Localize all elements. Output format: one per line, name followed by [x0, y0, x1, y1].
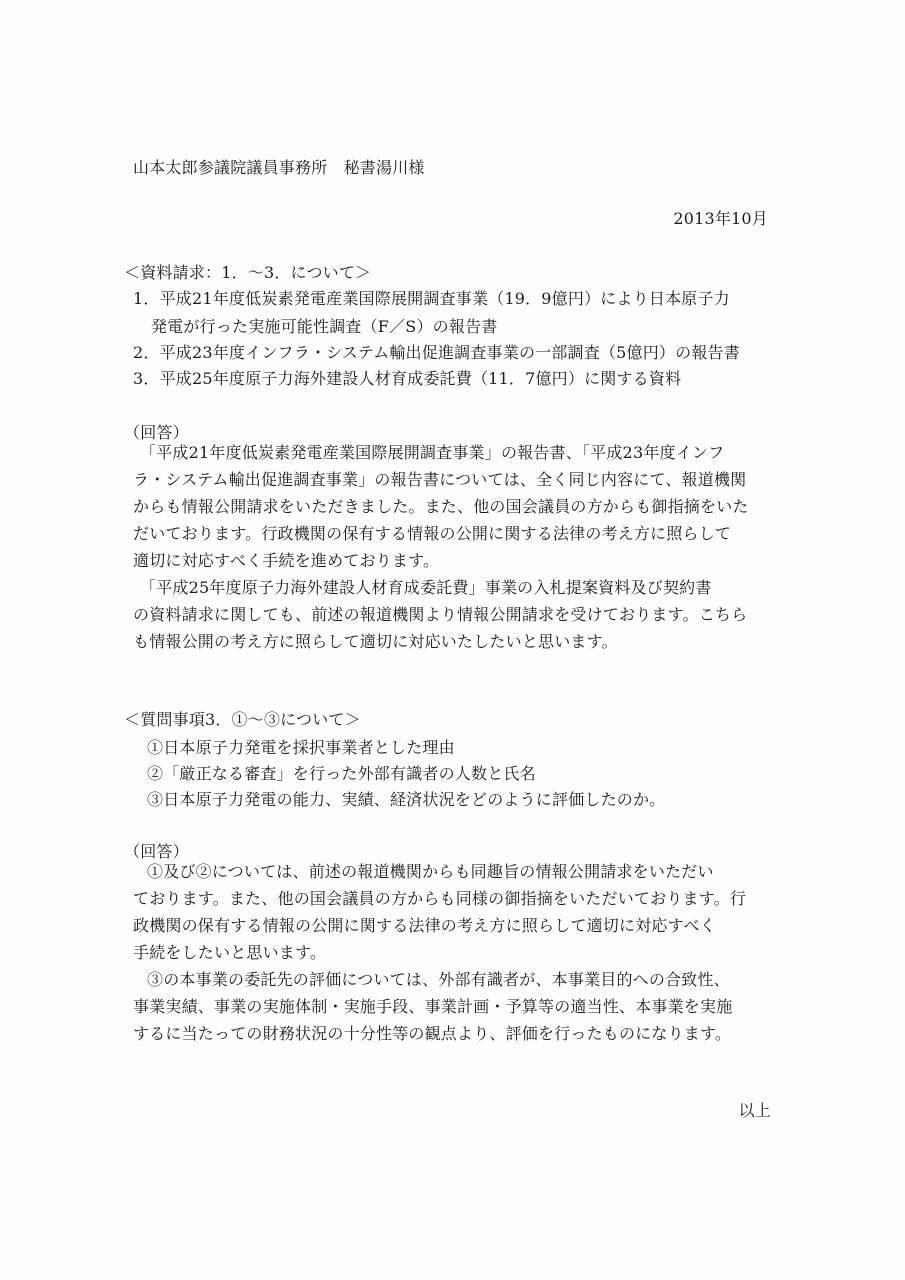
answer1-line-8: も情報公開の考え方に照らして適切に対応いたしたいと思います。 [133, 632, 618, 651]
question-item-3: ③日本原子力発電の能力、実績、経済状況をどのように評価したのか。 [147, 790, 666, 809]
question-item-2: ②「厳正なる審査」を行った外部有識者の人数と氏名 [147, 764, 536, 783]
request-heading: ＜資料請求：1．～3．について＞ [124, 263, 372, 282]
answer2-line-2: ております。また、他の国会議員の方からも同様の御指摘をいただいております。行 [133, 889, 747, 908]
answer1-line-3: からも情報公開請求をいただきました。また、他の国会議員の方からも御指摘をいた [133, 497, 749, 516]
answer1-line-5: 適切に対応すべく手続を進めております。 [133, 551, 440, 570]
answer2-line-7: するに当たっての財務状況の十分性等の観点より、評価を行ったものになります。 [133, 1024, 732, 1043]
request-item-2: 2．平成23年度インフラ・システム輸出促進調査事業の一部調査（5億円）の報告書 [133, 343, 740, 362]
answer2-line-1: ①及び②については、前述の報道機関からも同趣旨の情報公開請求をいただい [147, 862, 714, 881]
answer1-line-4: だいております。行政機関の保有する情報の公開に関する法律の考え方に照らして [133, 524, 732, 543]
request-item-1-cont: 発電が行った実施可能性調査（F／S）の報告書 [151, 317, 498, 336]
answer2-label: （回答） [124, 842, 189, 861]
request-item-1: 1．平成21年度低炭素発電産業国際展開調査事業（19．9億円）により日本原子力 [133, 289, 730, 308]
question-heading: ＜質問事項3．①～③について＞ [124, 710, 361, 729]
answer2-line-3: 政機関の保有する情報の公開に関する法律の考え方に照らして適切に対応すべく [133, 916, 716, 935]
request-item-3: 3．平成25年度原子力海外建設人材育成委託費（11．7億円）に関する資料 [133, 369, 682, 388]
answer1-line-6: 「平成25年度原子力海外建設人材育成委託費」事業の入札提案資料及び契約書 [140, 578, 712, 597]
question-item-1: ①日本原子力発電を採択事業者とした理由 [147, 738, 455, 757]
answer1-line-7: の資料請求に関しても、前述の報道機関より情報公開請求を受けております。こちら [133, 605, 748, 624]
answer2-line-5: ③の本事業の委託先の評価については、外部有識者が、本事業目的への合致性、 [147, 970, 730, 989]
document-date: 2013年10月 [673, 209, 768, 228]
answer2-line-6: 事業実績、事業の実施体制・実施手段、事業計画・予算等の適当性、本事業を実施 [133, 997, 733, 1016]
answer1-line-2: ラ・システム輸出促進調査事業」の報告書については、全く同じ内容にて、報道機関 [133, 470, 747, 489]
answer2-line-4: 手続をしたいと思います。 [133, 943, 327, 962]
answer1-label: （回答） [124, 423, 189, 442]
addressee: 山本太郎参議院議員事務所 秘書湯川様 [133, 158, 425, 177]
closing: 以上 [738, 1101, 771, 1120]
answer1-line-1: 「平成21年度低炭素発電産業国際展開調査事業」の報告書、「平成23年度インフ [140, 443, 725, 462]
